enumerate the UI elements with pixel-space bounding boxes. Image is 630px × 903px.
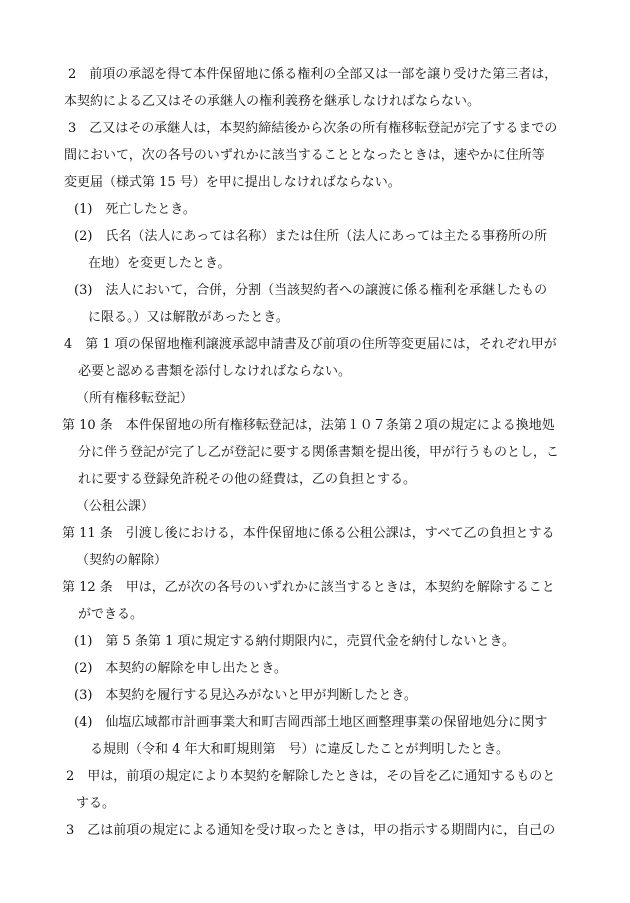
para-3-item-3-line-1: (3) 法人において，合併，分割（当該契約者への譲渡に係る権利を承継したもの — [74, 283, 548, 298]
article-10-line-2: 分に伴う登記が完了し乙が登記に要する関係書類を提出後，甲が行うものとし，こ — [78, 445, 560, 460]
para-2-line-2: 本契約による乙又はその承継人の権利義務を継承しなければならない。 — [64, 94, 481, 109]
article-10-line-3: れに要する登録免許税その他の経費は，乙の負担とする。 — [78, 472, 417, 487]
article-12-item-4-line-2: る規則（令和 4 年大和町規則第 号）に違反したことが判明したとき。 — [90, 742, 510, 757]
para-3-line-1: 3 乙又はその承継人は，本契約締結後から次条の所有権移転登記が完了するまでの — [68, 121, 558, 136]
para-3-line-2: 間において，次の各号のいずれかに該当することとなったときは，速やかに住所等 — [64, 148, 545, 163]
article-12-item-1: (1) 第 5 条第 1 項に規定する納付期限内に，売買代金を納付しないとき。 — [74, 634, 515, 649]
para-4-line-2: 必要と認める書類を添付しなければならない。 — [78, 364, 352, 379]
article-12-item-2: (2) 本契約の解除を申し出たとき。 — [74, 661, 287, 676]
para-3-item-2-line-1: (2) 氏名（法人にあっては名称）または住所（法人にあっては主たる事務所の所 — [74, 229, 548, 244]
article-12-para-2-line-1: 2 甲は，前項の規定により本契約を解除したときは，その旨を乙に通知するものと — [66, 769, 556, 784]
article-12-heading: （契約の解除） — [76, 553, 168, 568]
article-12-item-3: (3) 本契約を履行する見込みがないと甲が判断したとき。 — [74, 688, 417, 703]
article-12-item-4-line-1: (4) 仙塩広域都市計画事業大和町吉岡西部土地区画整理事業の保留地処分に関す — [74, 715, 548, 730]
article-12-line-2: ができる。 — [78, 607, 144, 622]
para-2-line-1: 2 前項の承認を得て本件保留地に係る権利の全部又は一部を譲り受けた第三者は， — [68, 67, 558, 82]
article-10-line-1: 第 10 条 本件保留地の所有権移転登記は，法第１０７条第２項の規定による換地処 — [62, 418, 555, 433]
article-12-para-2-line-2: する。 — [76, 796, 116, 811]
para-3-item-3-line-2: に限る。）又は解散があったとき。 — [88, 310, 289, 325]
para-4-line-1: 4 第 1 項の保留地権利譲渡承認申請書及び前項の住所等変更届には，それぞれ甲が — [64, 337, 557, 352]
article-10-heading: （所有権移転登記） — [76, 391, 194, 406]
article-11-line-1: 第 11 条 引渡し後における，本件保留地に係る公租公課は，すべて乙の負担とする — [62, 526, 555, 541]
article-11-heading: （公租公課） — [76, 499, 155, 514]
article-12-para-3-line-1: 3 乙は前項の規定による通知を受け取ったときは，甲の指示する期間内に，自己の — [66, 823, 556, 838]
article-12-line-1: 第 12 条 甲は，乙が次の各号のいずれかに該当するときは，本契約を解除すること — [62, 580, 555, 595]
para-3-item-1: (1) 死亡したとき。 — [74, 202, 196, 217]
para-3-item-2-line-2: 在地）を変更したとき。 — [88, 256, 231, 271]
para-3-line-3: 変更届（様式第 15 号）を甲に提出しなければならない。 — [64, 175, 401, 190]
